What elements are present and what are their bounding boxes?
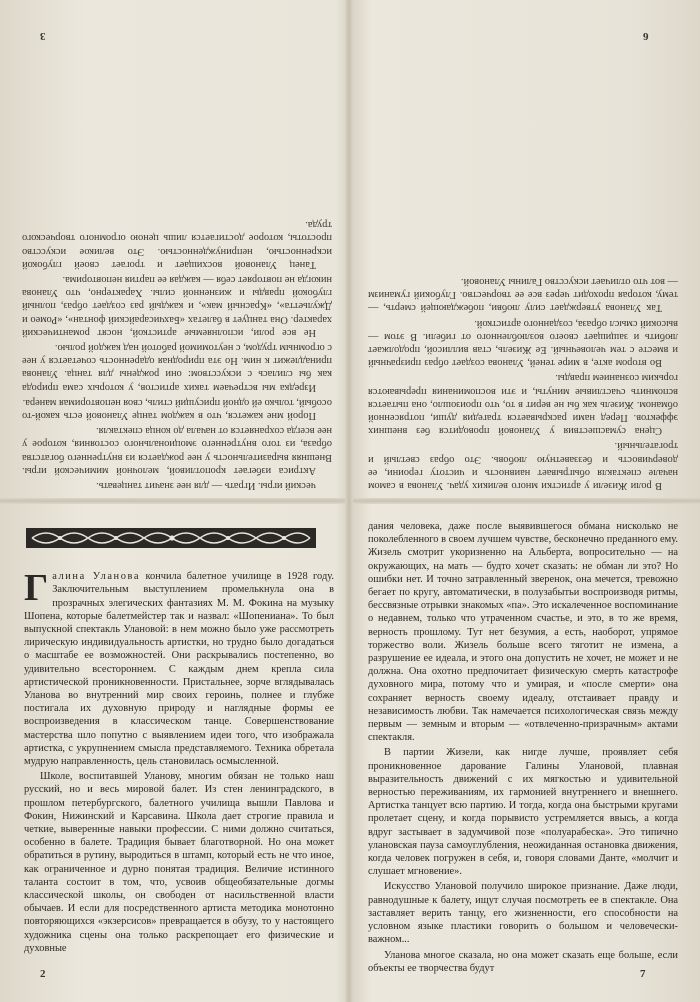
paragraph: дания человека, даже после выявившегося обмана нисколько не поколебленного в своем лучшем чувстве, бесконечно преданного ему. Жизель смотрит укоризненно на Альберта, вопросительно — на окружающих, на мать — будто хочет сказать: не обман ли это? Но ошибки нет. И точно затравленный зверенок, она мечется, тревожно бегает по кругу, автоматически, в полузабытьи воспроизводя ритмы, бессвязные отрывки знакомых «па». Это искалеченное воспоминание о недавнем, только что утраченном счастье, и это, в то же время, верность прошлому. Тут нет безумия, а есть, наоборот, упрямое торжество воли. Жизель больше всего тяготит не измена, а разрушение ее идеала, и этого она допустить не хочет, не может и не должна. Она охотно предпочитает физическую смерть катастрофе духовного мира, потому что и умирая, и «после смерти» она сохраняет верность своему идеалу, отстаивает правду и независимость любви. Так намечается психологическая связь между первым — земным и вторым — «отвлеченно-призрачным» актами спектакля. [368, 521, 678, 744]
paragraph: Порой мне кажется, что в каждом танце Улановой есть какой-то особый, только ей одной присущий стиль, своя неповторимая манера. [22, 396, 332, 421]
paragraph: ческий игры. Играть — для нее значит танцевать. [96, 480, 316, 491]
page-number: 7 [640, 968, 646, 980]
page-number: 3 [40, 30, 46, 42]
page-3-text [22, 22, 332, 492]
page-6-text [368, 22, 678, 492]
vertical-fold [345, 0, 353, 1002]
paragraph: Школе, воспитавшей Уланову, многим обязан не только наш русский, но и весь мировой балет. Из стен ленинградского, в прошлом петербургского, балетного училища вышли Павлова и Фокин, Нижинский и Карсавина. Школа дает строгие правила и четкие, выверенные навыки профессии. С ними должно считаться, особенно в балете. Традиция бывает благотворной. Но она может обратиться в рутину, выродиться в штамп, который есть не что иное, как ограниченное и дурно понятая традиция. Величие истинного таланта состоит в том, что, усвоив общеобязательные догмы классической школы, он свободен от насильственной власти обычаев. И если для посредственного артиста методика монотонно повторяющихся «экзерсисов» превращается в обузу, то у настоящего художника сцены она только раскрепощает его физические и духовные [24, 771, 334, 954]
paragraph: Во втором акте, в мире теней, Уланова создает образ призрачный и вместе с тем человечный. Ее Жизель, став виллисой, продолжает любить и защищает своего возлюбленного от гибели. В этом — высокий смысл образа, созданного артисткой. [368, 317, 678, 369]
page-7-text [368, 520, 678, 990]
ornament-divider [26, 524, 316, 552]
paragraph: Уланова многое сказала, но она может сказать еще больше, если объекты ее творчества будут [368, 949, 678, 974]
page-2-text [24, 520, 334, 990]
lead-name: алина Уланова [52, 571, 141, 583]
drop-cap: Г [24, 567, 49, 610]
page-number: 6 [643, 30, 649, 42]
paragraph: Сцена сумасшествия у Улановой проводится без внешних эффектов. Перед нами раскрывается трагедия души, потрясенной обманом. Жизель как бы не верит в то, что произошло, она пытается вспомнить счастливые минуты, и эти воспоминания прерываются горьким сознанием правды. [368, 372, 678, 437]
paragraph: Танец Улановой восхищает и трогает своей глубокой искренностью, непринужденностью. Это великое искусство простоты, которое достигается лишь ценою огромного творческого труда. [22, 219, 332, 270]
lead-paragraph [24, 567, 334, 768]
paragraph: В партии Жизели, как нигде лучше, проявляет себя проникновенное дарование Галины Улановой, плавная выразительность движений с их мягкостью и удивительной верностью переживаниям, их гармонией внутреннего и внешнего. Артистка танцует всю партию. И тогда, когда она быстрыми кругами пролетает сцену, и когда порывисто устремляется ввысь, а когда вдруг застывает в задумчивой позе «полуарабеска». Это типично улановская пауза самоуглубления, неожиданная остановка движения, когда человек погружен в себя, и, говоря словами Данте, «молчит и слушает мгновение». [368, 747, 678, 878]
paragraph: Актриса избегает кропотливой, мелочной мимической игры. Внешняя выразительность у нее рождается из внутреннего богатства образа, из того внутреннего эмоционального состояния, которое у нее всегда сохраняется от начала до конца спектакля. [22, 425, 332, 476]
paragraph: В роли Жизели у артистки много великих удач. Уланова в самом начале спектакля обыгрывает наивность и чистоту героини, ее доверчивость и беззаветную любовь. Это образ светлый и трогательный. [368, 440, 678, 491]
page-number: 2 [40, 968, 46, 980]
paragraph: Так Уланова утверждает силу любви, побеждающей смерть, — тему, которая проходит через все ее творчество. Глубокий гуманизм — вот что отличает искусство Галины Улановой. [368, 275, 678, 314]
paragraph: Изредка мы встречаем таких артистов, у которых сама природа как бы слилась с искусством: они рождены для танца. Уланова принадлежит к ним. Но эта природная одаренность сочетается у нее с огромным трудом, с неутомимой работой над каждой ролью. [22, 341, 332, 393]
paragraph: Не все роли, исполняемые артисткой, носят романтический характер. Она танцует в балетах «Бахчисарайский фонтан», «Ромео и Джульетта», «Красный мак», и каждый раз создает образ, полный глубокой правды и жизненной силы. Характерно, что Уланова никогда не повторяет себя — каждая ее партия неповторима. [22, 273, 332, 338]
lead-text: кончила балетное училище в 1928 году. Заключительным выступлением промелькнула она в прозрачных элегических фантазиях М. М. Фокина на музыку Шопена, которые балетмейстер так и назвал: «Шопениана». То был выпускной спектакль Улановой: в нем можно было уже рассмотреть лирическую индивидуальность артистки, но трудно было догадаться о масштабе ее возможностей. Они раскрывались постепенно, во удивительно всестороннем. С каждым днем крепла сила артистической проникновенности. Пристальнее, зорче вглядывалась Уланова во внутренний мир своих героинь, полнее и глубже постигала их духовную природу и наглядные формы ее воспроизведения в классическом танце. Совершенствование мастерства шло попутно с выявлением идеи того, что изображала артистка, с укрупнением смысла представляемого. Техника обретала мудрую направленность, цель становилась осмысленной. [24, 571, 334, 768]
paragraph: Искусство Улановой получило широкое признание. Даже люди, равнодушные к балету, ищут случая посмотреть ее в спектакле. Она заставляет верить танцу, его жизненности, его способности на условном языке пластики говорить о большом и человечески-важном... [368, 881, 678, 946]
